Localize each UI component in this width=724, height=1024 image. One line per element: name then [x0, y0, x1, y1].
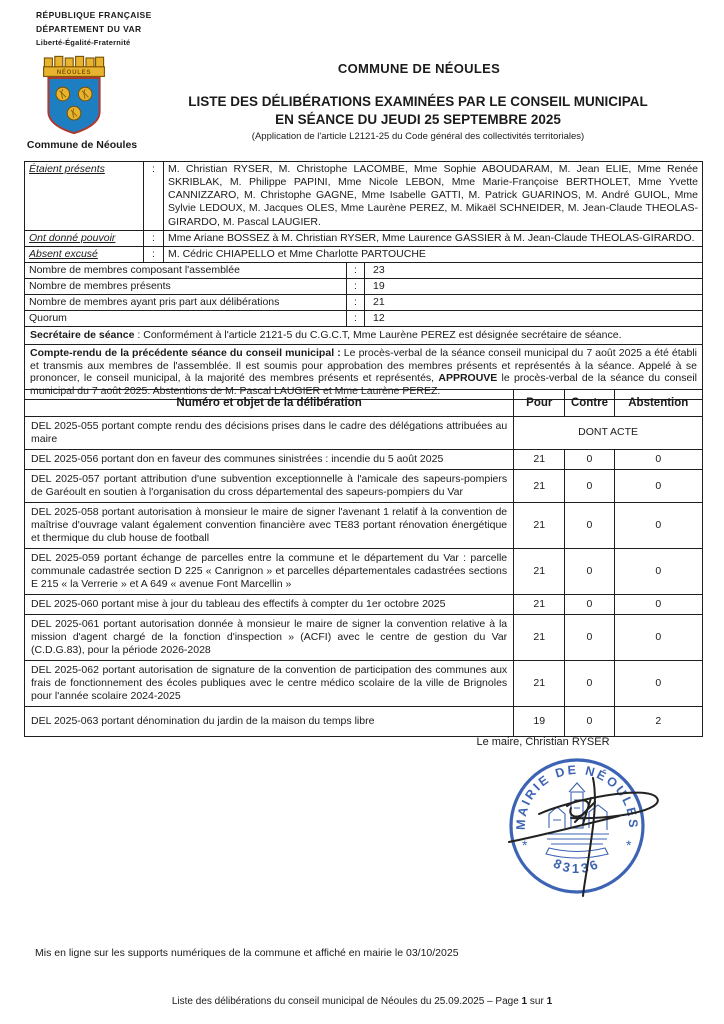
attendance-label: Ont donné pouvoir: [25, 230, 144, 246]
header-abstention: Abstention: [614, 390, 702, 417]
deliberations-table: [24, 389, 703, 737]
page-footer: [0, 996, 724, 1007]
secretary-label: Secrétaire de séance: [30, 329, 135, 342]
motto-line: Liberté-Égalité-Fraternité: [36, 38, 131, 47]
count-label: Nombre de membres ayant pris part aux délibérations: [25, 295, 347, 311]
page-title-commune: COMMUNE DE NÉOULES: [337, 61, 501, 76]
vote-abstention: 0: [614, 615, 702, 661]
table-row: [25, 707, 703, 737]
page-subtitle: (Application de l'article L2121-25 du Code général des collectivités territoriales): [251, 131, 585, 142]
table-row: [25, 279, 703, 295]
vote-contre: 0: [565, 661, 614, 707]
vote-abstention: 0: [614, 595, 702, 615]
attendance-label: Absent excusé: [25, 246, 144, 262]
deliberation-object: DEL 2025-061 portant autorisation donnée à monsieur le maire de signer la convention relative à la mission d'agent chargé de la fonction d'inspection » (ACFI) avec le centre de gestion du Var (C.D.G.83), pour la période 2026-2028: [25, 615, 514, 661]
deliberations-block: [24, 389, 703, 737]
deliberation-object: DEL 2025-058 portant autorisation à monsieur le maire de signer l'avenant 1 relatif à la convention de maîtrise d'ouvrage valant également convention financière avec TE83 portant rénovation énergétique et thermique du club house de football: [25, 503, 514, 549]
publication-note: Mis en ligne sur les supports numériques de la commune et affiché en mairie le 03/10/2025: [35, 947, 459, 959]
vote-contre: 0: [565, 450, 614, 470]
vote-pour: 21: [514, 450, 565, 470]
footer-separator: sur: [527, 996, 547, 1007]
deliberation-object: DEL 2025-055 portant compte rendu des décisions prises dans le cadre des délégations attribuées au maire: [25, 417, 514, 450]
attendance-label: Étaient présents: [25, 162, 144, 231]
count-value: 12: [365, 311, 703, 327]
table-row: [25, 661, 703, 707]
header-pour: Pour: [514, 390, 565, 417]
vote-pour: 21: [514, 470, 565, 503]
table-row: [25, 503, 703, 549]
colon-separator: :: [144, 246, 164, 262]
count-label: Quorum: [25, 311, 347, 327]
header-contre: Contre: [565, 390, 614, 417]
secretary-text: : Conformément à l'article 2121-5 du C.G.C.T, Mme Laurène PEREZ est désignée secrétaire de séance.: [134, 329, 622, 342]
vote-contre: 0: [565, 595, 614, 615]
table-header-row: [25, 390, 703, 417]
vote-contre: 0: [565, 549, 614, 595]
table-row: [25, 549, 703, 595]
table-row: [25, 470, 703, 503]
footer-text: Liste des délibérations du conseil municipal de Néoules du 25.09.2025 – Page: [171, 996, 522, 1007]
count-value: 19: [365, 279, 703, 295]
vote-pour: 21: [514, 549, 565, 595]
page-title-line1: LISTE DES DÉLIBÉRATIONS EXAMINÉES PAR LE CONSEIL MUNICIPAL: [188, 94, 648, 109]
colon-separator: :: [144, 162, 164, 231]
colon-separator: :: [347, 262, 365, 278]
table-row: [25, 295, 703, 311]
deliberation-object: DEL 2025-063 portant dénomination du jardin de la maison du temps libre: [25, 707, 514, 737]
minutes-text-b: le procès-verbal de la séance du conseil municipal du 7 août 2025. Abstentions de M. Pascal LAUGIER et Mme Laurène PEREZ.: [30, 372, 697, 397]
vote-pour: 21: [514, 503, 565, 549]
stamp-star-left: *: [522, 837, 528, 853]
colon-separator: :: [347, 279, 365, 295]
deliberation-object: DEL 2025-057 portant attribution d'une subvention exceptionnelle à l'amicale des sapeurs-pompiers de Garéoult en soutien à l'organisation du cross départemental des sapeurs-pompiers du Var: [25, 470, 514, 503]
vote-contre: 0: [565, 470, 614, 503]
vote-abstention: 0: [614, 450, 702, 470]
secretary-cell: [25, 327, 703, 345]
table-row: [25, 230, 703, 246]
minutes-label: Compte-rendu de la précédente séance du conseil municipal :: [30, 346, 341, 359]
official-stamp: [495, 750, 675, 905]
colon-separator: :: [347, 311, 365, 327]
count-value: 23: [365, 262, 703, 278]
member-counts-table: [24, 262, 703, 328]
vote-pour: 21: [514, 661, 565, 707]
table-row: [25, 311, 703, 327]
attendance-value: M. Christian RYSER, M. Christophe LACOMBE, Mme Sophie ABOUDARAM, M. Jean ELIE, Mme Renée SKRIBLAK, M. Philippe PAPINI, Mme Nicole LEBON, Mme Marie-Françoise BERTHOLET, Mme Yvette CANNIZZARO, M. Christophe GAGNE, Mme Isabelle GATTI, M. Patrick GUARINOS, M. André GUIOL, Mme Sylvie LEDOUX, M. Jacques OLES, Mme Laurène PEREZ, M. Mikaël SCHNEIDER, M. Jean-Claude THEOLAS-GIRARDO, M. Pascal LAUGIER.: [164, 162, 703, 231]
deliberation-object: DEL 2025-060 portant mise à jour du tableau des effectifs à compter du 1er octobre 2025: [25, 595, 514, 615]
table-row: [25, 450, 703, 470]
table-row: [25, 615, 703, 661]
stamp-bottom-text: 83136: [551, 855, 603, 876]
table-row: [25, 417, 703, 450]
deliberation-span-result: DONT ACTE: [514, 417, 703, 450]
footer-page-number: 1: [521, 996, 528, 1007]
stamp-top-text: MAIRIE DE NÉOULES: [513, 762, 641, 831]
footer-total-pages: 1: [546, 996, 553, 1007]
mayor-signature-line: Le maire, Christian RYSER: [476, 736, 610, 748]
vote-abstention: 2: [614, 707, 702, 737]
republic-block: [36, 10, 186, 51]
count-label: Nombre de membres composant l'assemblée: [25, 262, 347, 278]
count-label: Nombre de membres présents: [25, 279, 347, 295]
commune-caption: Commune de Néoules: [26, 139, 138, 151]
attendance-table: [24, 161, 703, 263]
stamp-star-right: *: [626, 837, 632, 853]
svg-text:83136: [551, 856, 602, 876]
table-row: [25, 595, 703, 615]
attendance-value: Mme Ariane BOSSEZ à M. Christian RYSER, Mme Laurence GASSIER à M. Jean-Claude THEOLAS-GIRARDO.: [164, 230, 703, 246]
count-value: 21: [365, 295, 703, 311]
table-row: [25, 327, 703, 345]
colon-separator: :: [144, 230, 164, 246]
colon-separator: :: [347, 295, 365, 311]
vote-pour: 21: [514, 595, 565, 615]
vote-pour: 21: [514, 615, 565, 661]
table-row: [25, 162, 703, 231]
vote-contre: 0: [565, 707, 614, 737]
header-object: Numéro et objet de la délibération: [25, 390, 514, 417]
secretary-table: [24, 326, 703, 345]
republic-line: RÉPUBLIQUE FRANÇAISE: [36, 10, 152, 20]
vote-abstention: 0: [614, 549, 702, 595]
table-row: [25, 262, 703, 278]
vote-abstention: 0: [614, 661, 702, 707]
deliberation-object: DEL 2025-056 portant don en faveur des communes sinistrées : incendie du 5 août 2025: [25, 450, 514, 470]
vote-pour: 19: [514, 707, 565, 737]
deliberation-object: DEL 2025-059 portant échange de parcelles entre la commune et le département du Var : parcelle communale cadastrée section D 225 « Canrignon » et parcelles départementales cadastrées sections E 215 « la Verrerie » et A 649 « avenue Font Marcellin »: [25, 549, 514, 595]
deliberation-object: DEL 2025-062 portant autorisation de signature de la convention de participation des communes aux frais de fonctionnement des écoles publiques avec le centre médico scolaire de la ville de Brignoles pour l'année scolaire 2024-2025: [25, 661, 514, 707]
crest-banner-text: NÉOULES: [56, 70, 92, 76]
session-info-block: [24, 161, 703, 400]
stamp-icon: [495, 750, 675, 900]
vote-contre: 0: [565, 615, 614, 661]
vote-abstention: 0: [614, 503, 702, 549]
vote-abstention: 0: [614, 470, 702, 503]
minutes-approve: APPROUVE: [438, 372, 498, 385]
page-title-line2: EN SÉANCE DU JEUDI 25 SEPTEMBRE 2025: [275, 112, 561, 127]
attendance-value: M. Cédric CHIAPELLO et Mme Charlotte PARTOUCHE: [164, 246, 703, 262]
vote-contre: 0: [565, 503, 614, 549]
table-row: [25, 246, 703, 262]
commune-crest: [38, 54, 110, 143]
minutes-text-a: Le procès-verbal de la séance conseil municipal du 7 août 2025 a été établi et transmis aux membres de l'assemblée. Il est soumis pour approbation des membres présents et représentés à la séance. Appelé à se prononcer, le conseil municipal, à la majorité des membres présents et représentés,: [30, 346, 697, 385]
department-line: DÉPARTEMENT DU VAR: [36, 24, 142, 34]
crest-icon: [38, 54, 110, 138]
